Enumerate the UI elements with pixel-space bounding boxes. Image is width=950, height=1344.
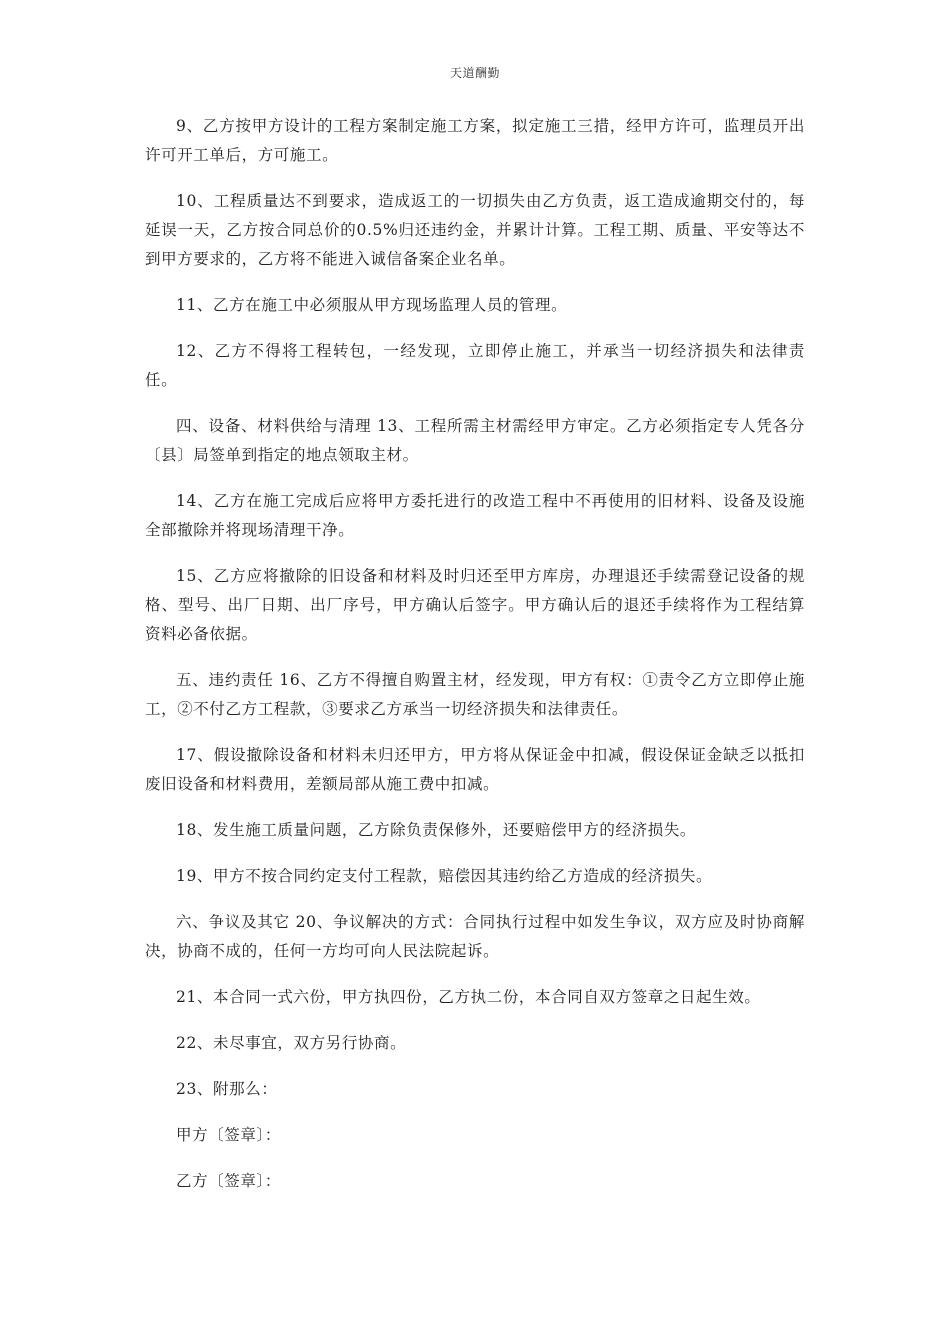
section-4-clause-13: 四、设备、材料供给与清理 13、工程所需主材需经甲方审定。乙方必须指定专人凭各分〔县〕局签单到指定的地点领取主材。 <box>145 417 805 464</box>
clause-9: 9、乙方按甲方设计的工程方案制定施工方案，拟定施工三措，经甲方许可，监理员开出许可开工单后，方可施工。 <box>145 117 805 164</box>
clause-21: 21、本合同一式六份，甲方执四份，乙方执二份，本合同自双方签章之日起生效。 <box>176 988 761 1006</box>
section-5-clause-16: 五、违约责任 16、乙方不得擅自购置主材，经发现，甲方有权：①责令乙方立即停止施工，②不付乙方工程款，③要求乙方承当一切经济损失和法律责任。 <box>145 671 805 718</box>
section-6-clause-20: 六、争议及其它 20、争议解决的方式：合同执行过程中如发生争议，双方应及时协商解决，协商不成的，任何一方均可向人民法院起诉。 <box>145 913 805 960</box>
clause-10: 10、工程质量达不到要求，造成返工的一切损失由乙方负责，返工造成逾期交付的，每延误一天，乙方按合同总价的0.5%归还违约金，并累计计算。工程工期、质量、平安等达不到甲方要求的，乙方将不能进入诚信备案企业名单。 <box>145 192 805 268</box>
party-b-signature: 乙方〔签章〕： <box>176 1172 281 1190</box>
clause-11: 11、乙方在施工中必须服从甲方现场监理人员的管理。 <box>176 296 568 314</box>
clause-18: 18、发生施工质量问题，乙方除负责保修外，还要赔偿甲方的经济损失。 <box>176 821 697 839</box>
clause-19: 19、甲方不按合同约定支付工程款，赔偿因其违约给乙方造成的经济损失。 <box>176 867 713 885</box>
clause-15: 15、乙方应将撤除的旧设备和材料及时归还至甲方库房，办理退还手续需登记设备的规格、型号、出厂日期、出厂序号，甲方确认后签字。甲方确认后的退还手续将作为工程结算资料必备依据。 <box>145 567 805 643</box>
page-header: 天道酬勤 <box>449 66 500 80</box>
party-a-signature: 甲方〔签章〕： <box>176 1126 281 1144</box>
clause-22: 22、未尽事宜，双方另行协商。 <box>176 1034 407 1052</box>
document-body <box>145 112 805 1213</box>
clause-17: 17、假设撤除设备和材料未归还甲方，甲方将从保证金中扣减，假设保证金缺乏以抵扣废旧设备和材料费用，差额局部从施工费中扣减。 <box>145 746 805 793</box>
clause-12: 12、乙方不得将工程转包，一经发现，立即停止施工，并承当一切经济损失和法律责任。 <box>145 342 805 389</box>
clause-23: 23、附那么： <box>176 1080 278 1098</box>
clause-14: 14、乙方在施工完成后应将甲方委托进行的改造工程中不再使用的旧材料、设备及设施全部撤除并将现场清理干净。 <box>145 492 805 539</box>
